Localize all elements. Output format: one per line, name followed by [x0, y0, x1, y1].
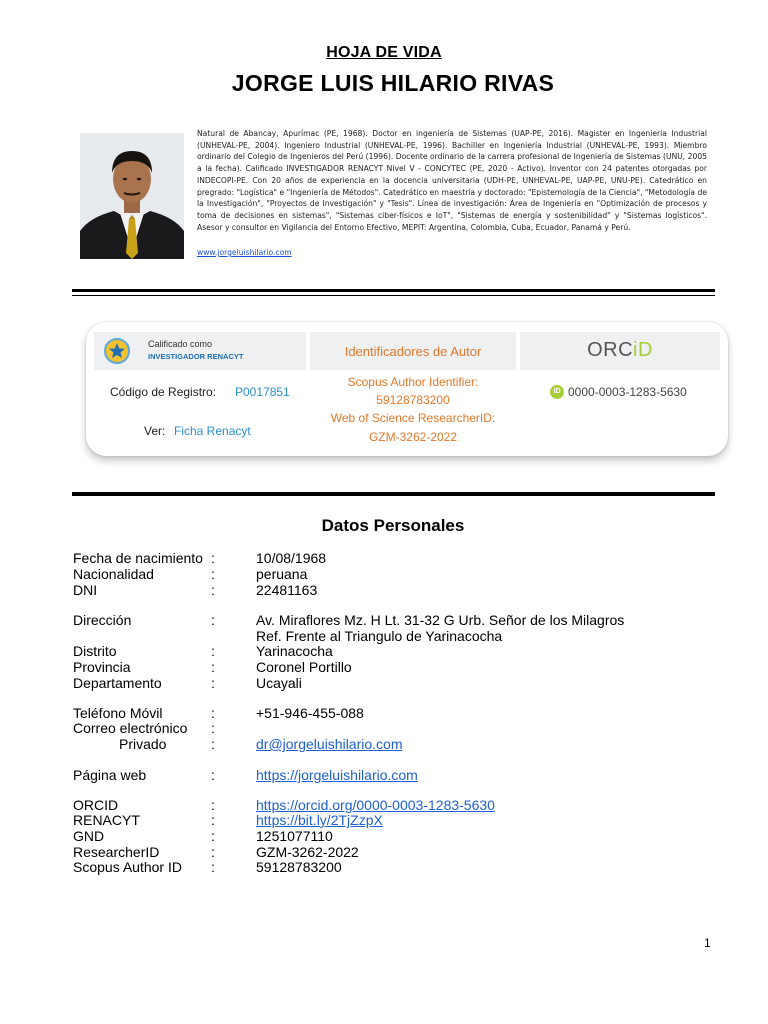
field-value-telefono: +51-946-455-088	[256, 705, 364, 721]
email-link[interactable]: dr@jorgeluishilario.com	[256, 736, 403, 752]
website-link[interactable]: www.jorgeluishilario.com	[197, 248, 292, 257]
field-value-direccion: Av. Miraflores Mz. H Lt. 31-32 G Urb. Señor de los Milagros	[256, 612, 625, 628]
field-label-direccion: Dirección	[73, 612, 132, 628]
field-label-distrito: Distrito	[73, 643, 117, 659]
field-value-provincia: Coronel Portillo	[256, 659, 352, 675]
field-value-direccion-ref: Ref. Frente al Triangulo de Yarinacocha	[256, 628, 503, 644]
field-colon: :	[211, 859, 215, 875]
renacyt-link[interactable]: https://bit.ly/2TjZzpX	[256, 812, 383, 828]
profile-photo	[80, 133, 184, 259]
page-number: 1	[704, 936, 711, 950]
orcid-logo-text: ORC	[587, 339, 634, 361]
field-label-departamento: Departamento	[73, 675, 162, 691]
field-value-nacionalidad: peruana	[256, 566, 308, 582]
section-title: Datos Personales	[321, 516, 465, 535]
calificado-label: Calificado como	[148, 339, 213, 349]
field-value-gnd: 1251077110	[256, 828, 333, 844]
ver-label: Ver:	[144, 424, 166, 438]
scopus-label: Scopus Author Identifier:	[347, 375, 479, 389]
profile-photo-image	[80, 133, 184, 259]
identificadores-title: Identificadores de Autor	[344, 344, 482, 359]
field-colon: :	[211, 767, 215, 783]
bio-paragraph: Natural de Abancay, Apurímac (PE, 1968). Doctor en ingeniería de Sistemas (UAP-PE, 2016). Magister en Ingeniería Industrial (UNHEVAL-PE, 2004). Ingeniero Industrial (UNHEVAL-PE, 1996). Bachiller en Ingeniería Industrial (UNHEVAL-PE, 1993). Miembro ordinario del Colegio de Ingenieros del Perú (1996). Docente ordinario de la carrera profesional de Ingeniería de Sistemas (UNU, 2005 a la fecha). Calificado INVESTIGADOR RENACYT Nivel V - CONCYTEC (PE, 2020 - Activo). Inventor con 24 patentes otorgadas por INDECOPI-PE. Con 20 años de experiencia en la docencia universitaria (UDH-PE, UNHEVAL-PE, UAP-PE, UNU-PE). Catedrático en pregrado: "Logística" e "Ingeniería de Métodos". Catedrático en maestría y doctorado: "Epistemología de la Ciencia", "Metodología de la Investigación", "Proyectos de Investigación" y "Tesis". Línea de investigación: Área de Ingeniería en "Optimización de procesos y toma de decisiones en sistemas", "Sistemas ciber-físicos e IoT", "Sistemas de energía y sostenibilidad" y "Sistemas logísticos". Asesor y consultor en Vigilancia del Entorno Efectivo, MEPIT: Argentina, Colombia, Cuba, Ecuador, Panamá y Perú.	[197, 129, 707, 232]
ficha-renacyt-link[interactable]: Ficha Renacyt	[174, 424, 251, 438]
divider-thin	[72, 295, 715, 296]
field-label-scopus: Scopus Author ID	[73, 859, 182, 875]
codigo-registro-value: P0017851	[235, 385, 290, 399]
field-value-dni: 22481163	[256, 582, 318, 598]
field-colon: :	[211, 812, 215, 828]
website-url-link[interactable]: https://jorgeluishilario.com	[256, 767, 418, 783]
field-colon: :	[211, 550, 215, 566]
field-colon: :	[211, 659, 215, 675]
wos-label: Web of Science ResearcherID:	[330, 411, 496, 425]
field-label-nacionalidad: Nacionalidad	[73, 566, 154, 582]
person-name: JORGE LUIS HILARIO RIVAS	[231, 70, 555, 96]
field-label-provincia: Provincia	[73, 659, 131, 675]
field-colon: :	[211, 828, 215, 844]
field-value-researcherid: GZM-3262-2022	[256, 844, 359, 860]
field-label-dni: DNI	[73, 582, 98, 598]
orcid-logo-id: iD	[633, 339, 653, 361]
field-colon: :	[211, 720, 215, 736]
field-colon: :	[211, 705, 215, 721]
medal-icon	[104, 338, 130, 364]
field-colon: :	[211, 844, 215, 860]
orcid-icon: iD	[550, 385, 564, 399]
field-label-pagina-web: Página web	[73, 767, 147, 783]
field-colon: :	[211, 797, 215, 813]
orcid-id: 0000-0003-1283-5630	[568, 385, 687, 399]
field-label-correo: Correo electrónico	[73, 720, 188, 736]
field-colon: :	[211, 582, 215, 598]
field-colon: :	[211, 643, 215, 659]
field-label-renacyt: RENACYT	[73, 812, 140, 828]
field-colon: :	[211, 675, 215, 691]
codigo-registro-label: Código de Registro:	[110, 385, 217, 399]
field-colon: :	[211, 612, 215, 628]
field-value-scopus: 59128783200	[256, 859, 342, 875]
field-label-fecha-nacimiento: Fecha de nacimiento	[73, 550, 203, 566]
document-subtitle: HOJA DE VIDA	[326, 44, 442, 61]
researcher-identifiers-banner	[86, 322, 728, 456]
field-colon: :	[211, 566, 215, 582]
field-label-telefono: Teléfono Móvil	[73, 705, 163, 721]
scopus-id: 59128783200	[376, 393, 450, 407]
field-label-privado: Privado	[119, 736, 167, 752]
investigador-renacyt-label: INVESTIGADOR RENACYT	[148, 352, 244, 361]
field-label-orcid: ORCID	[73, 797, 119, 813]
field-label-gnd: GND	[73, 828, 105, 844]
field-colon: :	[211, 736, 215, 752]
field-value-departamento: Ucayali	[256, 675, 302, 691]
orcid-link[interactable]: https://orcid.org/0000-0003-1283-5630	[256, 797, 495, 813]
field-label-researcherid: ResearcherID	[73, 844, 160, 860]
divider-thick	[72, 289, 715, 292]
wos-id: GZM-3262-2022	[368, 430, 458, 444]
field-value-distrito: Yarinacocha	[256, 643, 333, 659]
divider-section	[72, 492, 715, 496]
orcid-logo	[520, 339, 720, 362]
field-value-fecha-nacimiento: 10/08/1968	[256, 550, 327, 566]
